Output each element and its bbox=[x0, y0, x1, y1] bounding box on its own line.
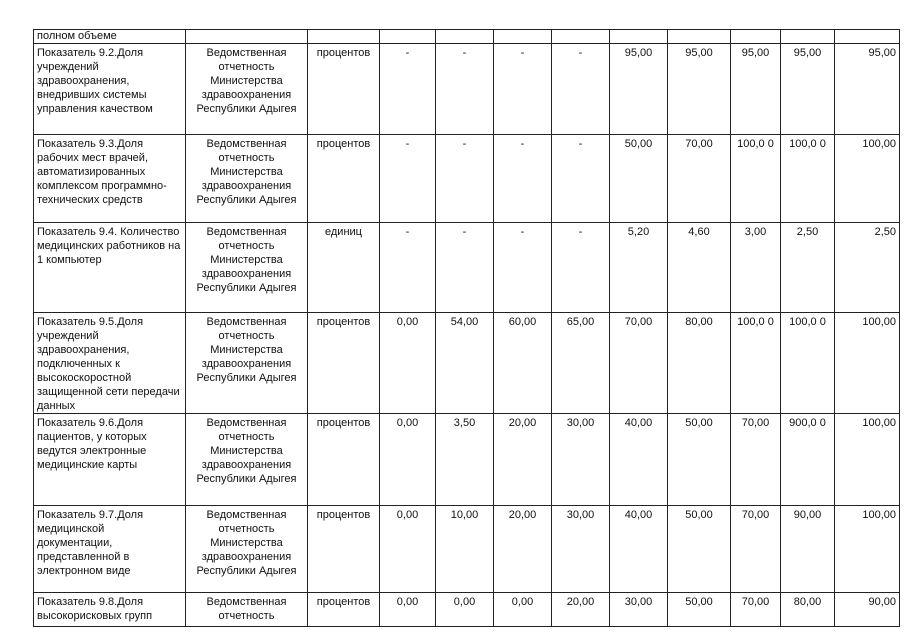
table-row bbox=[34, 593, 900, 627]
value-cell: - bbox=[436, 44, 494, 135]
empty-cell bbox=[308, 30, 380, 44]
value-cell: 2,50 bbox=[781, 223, 835, 313]
source-cell: Ведомственная отчетность Министерства здравоохранения Республики Адыгея bbox=[186, 44, 308, 135]
indicator-cell: Показатель 9.3.Доля рабочих мест врачей, автоматизированных комплексом программно-технических средств bbox=[34, 135, 186, 223]
source-cell: Ведомственная отчетность Министерства здравоохранения Республики Адыгея bbox=[186, 135, 308, 223]
value-cell: 2,50 bbox=[835, 223, 900, 313]
empty-cell bbox=[668, 30, 731, 44]
value-cell: 70,00 bbox=[731, 414, 781, 506]
value-cell: 100,0 0 bbox=[731, 135, 781, 223]
source-cell: Ведомственная отчетность Министерства здравоохранения Республики Адыгея bbox=[186, 414, 308, 506]
value-cell: 3,50 bbox=[436, 414, 494, 506]
empty-cell bbox=[731, 30, 781, 44]
unit-cell: единиц bbox=[308, 223, 380, 313]
value-cell: 900,0 0 bbox=[781, 414, 835, 506]
empty-cell bbox=[380, 30, 436, 44]
value-cell: 30,00 bbox=[552, 506, 610, 593]
value-cell: - bbox=[552, 223, 610, 313]
table-row bbox=[34, 313, 900, 414]
source-cell: Ведомственная отчетность Министерства здравоохранения Республики Адыгея bbox=[186, 223, 308, 313]
value-cell: 80,00 bbox=[781, 593, 835, 627]
empty-cell bbox=[494, 30, 552, 44]
value-cell: 0,00 bbox=[380, 506, 436, 593]
value-cell: 0,00 bbox=[436, 593, 494, 627]
empty-cell bbox=[835, 30, 900, 44]
value-cell: 20,00 bbox=[494, 414, 552, 506]
indicator-cell: Показатель 9.2.Доля учреждений здравоохранения, внедривших системы управления качеством bbox=[34, 44, 186, 135]
value-cell: - bbox=[552, 135, 610, 223]
value-cell: 0,00 bbox=[380, 414, 436, 506]
value-cell: 50,00 bbox=[668, 506, 731, 593]
empty-cell bbox=[186, 30, 308, 44]
value-cell: 100,00 bbox=[835, 414, 900, 506]
value-cell: 60,00 bbox=[494, 313, 552, 414]
value-cell: 0,00 bbox=[380, 593, 436, 627]
table-row bbox=[34, 135, 900, 223]
unit-cell: процентов bbox=[308, 313, 380, 414]
indicator-cell: Показатель 9.5.Доля учреждений здравоохранения, подключенных к высокоскоростной защищенной сети передачи данных bbox=[34, 313, 186, 414]
indicator-cell: Показатель 9.8.Доля высокорисковых групп bbox=[34, 593, 186, 627]
value-cell: 20,00 bbox=[494, 506, 552, 593]
unit-cell: процентов bbox=[308, 135, 380, 223]
empty-cell bbox=[610, 30, 668, 44]
value-cell: 3,00 bbox=[731, 223, 781, 313]
value-cell: - bbox=[436, 135, 494, 223]
value-cell: 95,00 bbox=[835, 44, 900, 135]
value-cell: - bbox=[494, 223, 552, 313]
value-cell: 80,00 bbox=[668, 313, 731, 414]
source-cell: Ведомственная отчетность Министерства здравоохранения Республики Адыгея bbox=[186, 313, 308, 414]
value-cell: 50,00 bbox=[610, 135, 668, 223]
value-cell: 30,00 bbox=[552, 414, 610, 506]
value-cell: 5,20 bbox=[610, 223, 668, 313]
value-cell: 100,0 0 bbox=[731, 313, 781, 414]
value-cell: - bbox=[380, 44, 436, 135]
unit-cell: процентов bbox=[308, 44, 380, 135]
table-row bbox=[34, 223, 900, 313]
value-cell: - bbox=[552, 44, 610, 135]
value-cell: 100,00 bbox=[835, 313, 900, 414]
value-cell: - bbox=[380, 135, 436, 223]
value-cell: 100,0 0 bbox=[781, 135, 835, 223]
indicator-cell: Показатель 9.6.Доля пациентов, у которых ведутся электронные медицинские карты bbox=[34, 414, 186, 506]
value-cell: 50,00 bbox=[668, 414, 731, 506]
table-row bbox=[34, 506, 900, 593]
value-cell: 40,00 bbox=[610, 506, 668, 593]
value-cell: 95,00 bbox=[668, 44, 731, 135]
value-cell: 90,00 bbox=[781, 506, 835, 593]
unit-cell: процентов bbox=[308, 414, 380, 506]
value-cell: 0,00 bbox=[380, 313, 436, 414]
indicator-table bbox=[33, 29, 900, 627]
value-cell: 40,00 bbox=[610, 414, 668, 506]
value-cell: 100,0 0 bbox=[781, 313, 835, 414]
value-cell: 100,00 bbox=[835, 506, 900, 593]
value-cell: - bbox=[494, 135, 552, 223]
table-row-top bbox=[34, 30, 900, 44]
empty-cell bbox=[781, 30, 835, 44]
indicator-cell: полном объеме bbox=[34, 30, 186, 44]
indicator-cell: Показатель 9.4. Количество медицинских работников на 1 компьютер bbox=[34, 223, 186, 313]
value-cell: 95,00 bbox=[731, 44, 781, 135]
value-cell: 54,00 bbox=[436, 313, 494, 414]
value-cell: 50,00 bbox=[668, 593, 731, 627]
value-cell: 30,00 bbox=[610, 593, 668, 627]
value-cell: 20,00 bbox=[552, 593, 610, 627]
value-cell: - bbox=[494, 44, 552, 135]
value-cell: 90,00 bbox=[835, 593, 900, 627]
unit-cell: процентов bbox=[308, 593, 380, 627]
indicator-cell: Показатель 9.7.Доля медицинской документации, представленной в электронном виде bbox=[34, 506, 186, 593]
value-cell: 100,00 bbox=[835, 135, 900, 223]
value-cell: 70,00 bbox=[610, 313, 668, 414]
value-cell: 95,00 bbox=[610, 44, 668, 135]
table-row bbox=[34, 44, 900, 135]
value-cell: 70,00 bbox=[668, 135, 731, 223]
indicator-table-sheet bbox=[33, 29, 900, 627]
value-cell: 10,00 bbox=[436, 506, 494, 593]
empty-cell bbox=[436, 30, 494, 44]
source-cell: Ведомственная отчетность Министерства здравоохранения Республики Адыгея bbox=[186, 506, 308, 593]
source-cell: Ведомственная отчетность bbox=[186, 593, 308, 627]
value-cell: 70,00 bbox=[731, 593, 781, 627]
value-cell: - bbox=[380, 223, 436, 313]
empty-cell bbox=[552, 30, 610, 44]
value-cell: 70,00 bbox=[731, 506, 781, 593]
value-cell: 0,00 bbox=[494, 593, 552, 627]
value-cell: 95,00 bbox=[781, 44, 835, 135]
value-cell: - bbox=[436, 223, 494, 313]
table-row bbox=[34, 414, 900, 506]
value-cell: 4,60 bbox=[668, 223, 731, 313]
value-cell: 65,00 bbox=[552, 313, 610, 414]
unit-cell: процентов bbox=[308, 506, 380, 593]
